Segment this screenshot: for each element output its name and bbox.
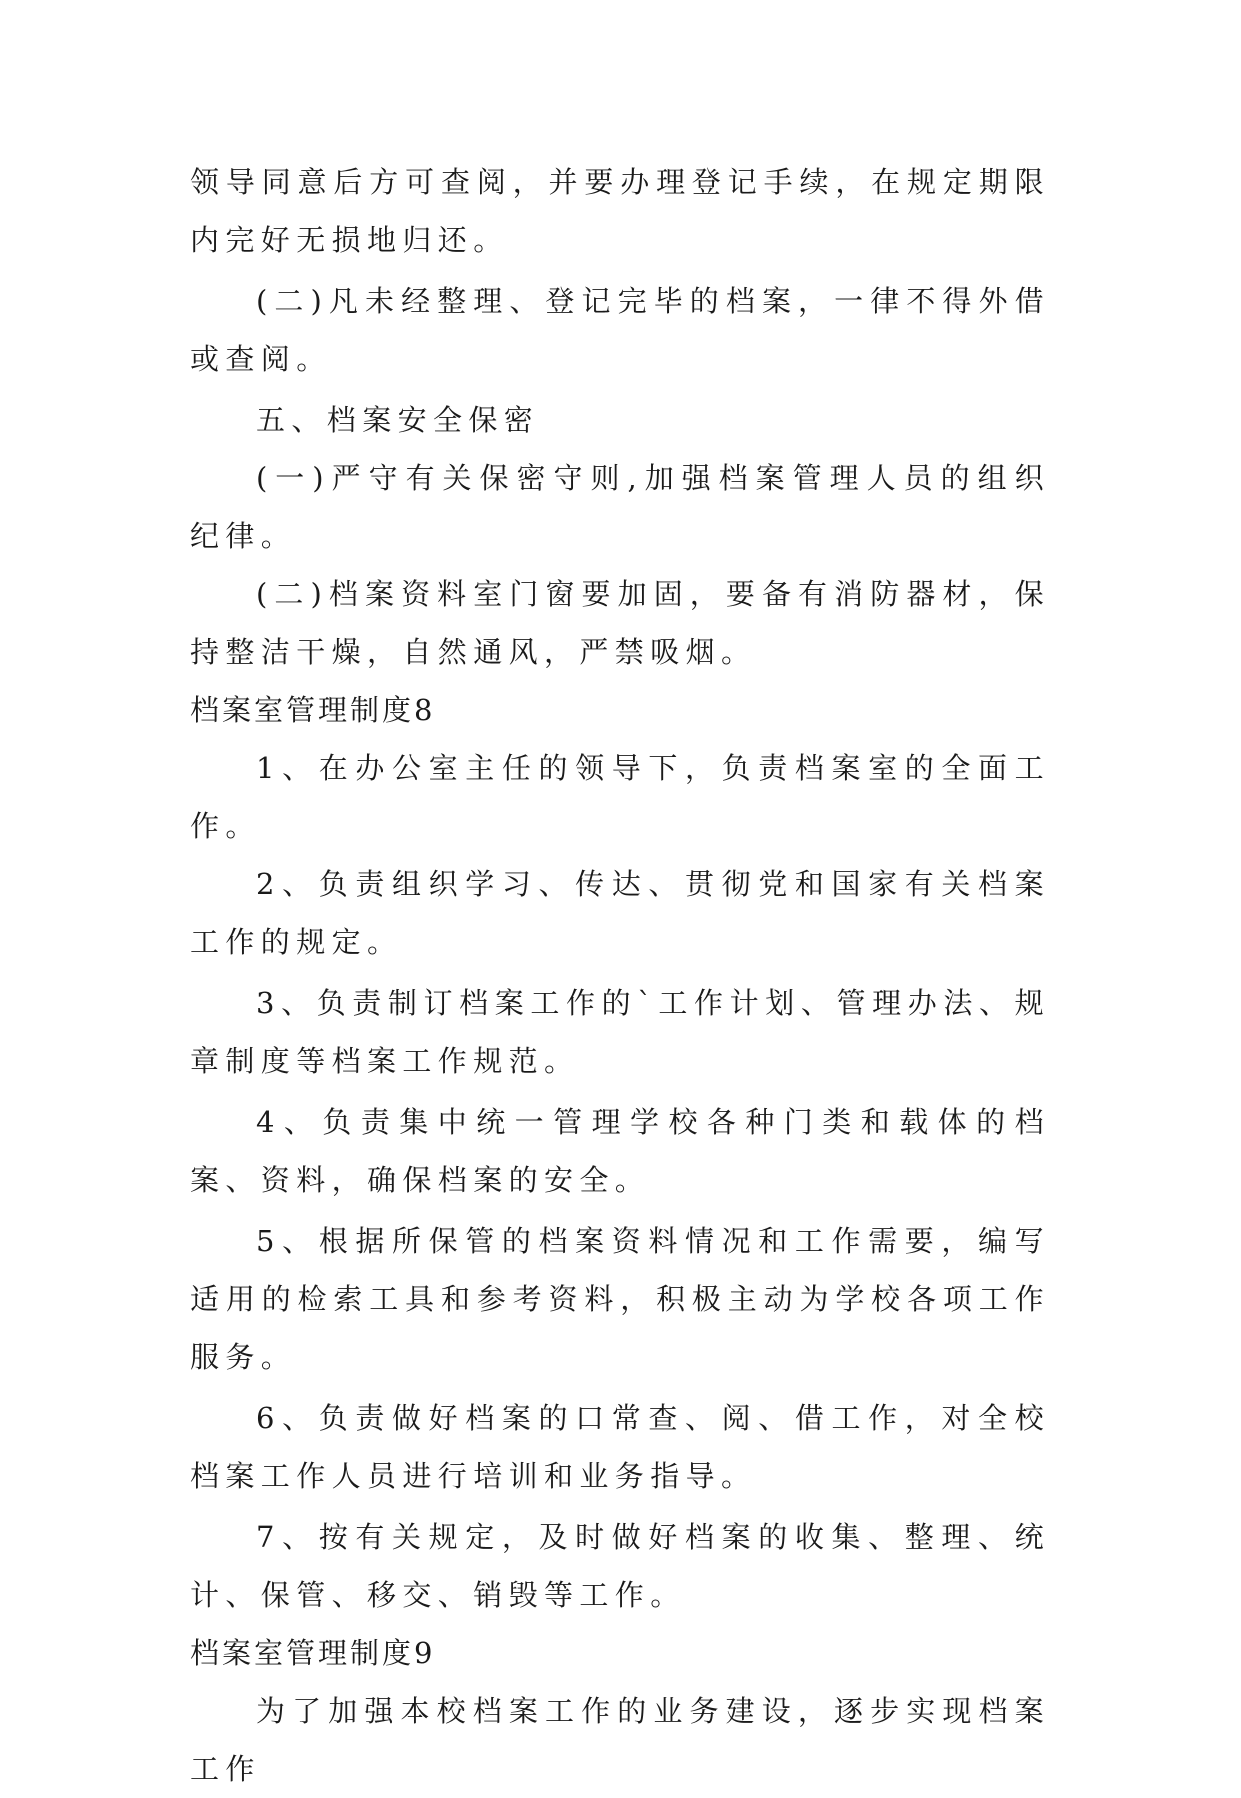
list-item-duty-3: 3、负责制订档案工作的`工作计划、管理办法、规章制度等档案工作规范。 — [190, 986, 1050, 1078]
paragraph-security-rule-1: (一)严守有关保密守则,加强档案管理人员的组织纪律。 — [190, 461, 1050, 553]
list-item-duty-1: 1、在办公室主任的领导下，负责档案室的全面工作。 — [190, 751, 1050, 843]
list-item-duty-4: 4、负责集中统一管理学校各种门类和载体的档案、资料，确保档案的安全。 — [190, 1105, 1050, 1197]
document-body — [190, 153, 1050, 1798]
chapter-heading-8: 档案室管理制度8 — [190, 693, 436, 727]
paragraph-security-rule-2: (二)档案资料室门窗要加固，要备有消防器材，保持整洁干燥，自然通风，严禁吸烟。 — [190, 577, 1050, 669]
list-item-duty-2: 2、负责组织学习、传达、贯彻党和国家有关档案工作的规定。 — [190, 867, 1050, 959]
paragraph-borrowing-approval: 领导同意后方可查阅，并要办理登记手续，在规定期限内完好无损地归还。 — [190, 165, 1050, 257]
list-item-duty-6: 6、负责做好档案的口常查、阅、借工作，对全校档案工作人员进行培训和业务指导。 — [190, 1401, 1050, 1493]
list-item-duty-7: 7、按有关规定，及时做好档案的收集、整理、统计、保管、移交、销毁等工作。 — [190, 1520, 1050, 1612]
paragraph-no-lending-unprocessed: (二)凡未经整理、登记完毕的档案，一律不得外借或查阅。 — [190, 284, 1050, 376]
chapter-heading-9: 档案室管理制度9 — [190, 1636, 436, 1670]
list-item-duty-5: 5、根据所保管的档案资料情况和工作需要，编写适用的检索工具和参考资料，积极主动为学校各项工作服务。 — [190, 1224, 1050, 1374]
paragraph-intro-9: 为了加强本校档案工作的业务建设，逐步实现档案工作 — [190, 1694, 1050, 1786]
section-heading-security: 五、档案安全保密 — [256, 403, 540, 437]
